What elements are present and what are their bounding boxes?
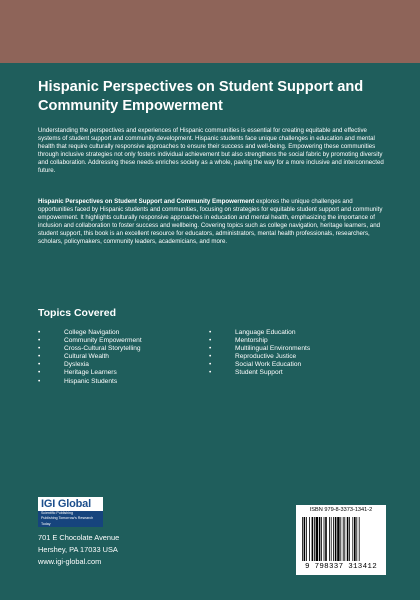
barcode-bar bbox=[335, 517, 337, 561]
barcode-bar bbox=[343, 517, 344, 561]
logo-tagline bbox=[38, 511, 103, 527]
topic-item bbox=[209, 329, 310, 337]
bullet-icon: • bbox=[38, 337, 41, 345]
top-color-band bbox=[0, 0, 420, 63]
bullet-icon: • bbox=[209, 329, 212, 336]
book-title-line-1: Hispanic Perspectives on Student Support and bbox=[38, 79, 364, 95]
topics-list-right bbox=[209, 329, 310, 378]
barcode-bar bbox=[304, 517, 306, 561]
barcode-bar bbox=[316, 517, 318, 561]
barcode-bar bbox=[321, 517, 322, 561]
barcode-bar bbox=[329, 517, 330, 561]
publisher-address bbox=[38, 532, 119, 568]
barcode-bar bbox=[337, 517, 339, 561]
topic-label: Heritage Learners bbox=[64, 369, 117, 377]
topic-label: Social Work Education bbox=[235, 361, 302, 369]
barcode-bar bbox=[333, 517, 334, 561]
barcode-bar bbox=[347, 517, 349, 561]
topic-label: Reproductive Justice bbox=[235, 353, 297, 361]
topic-item bbox=[38, 345, 142, 353]
barcode-bar bbox=[340, 517, 341, 561]
description-book-title: Hispanic Perspectives on Student Support and Community Empowerment bbox=[38, 198, 255, 205]
topic-label: Language Education bbox=[235, 329, 296, 336]
description-paragraph-2-text: explores the unique challenges and opportunities faced by Hispanic students and communities, focusing on strategies for equitable student support and community empowerment. It highlights culturally responsive approaches in education and mental health, emphasizing the importance of inclusion and collaboration to foster success and wellbeing. Covering topics such as college navigation, heritage learners, and student support, this book is an excellent resource for educators, administrators, mental health professionals, researchers, scholars, policymakers, community leaders, academicians, and more. bbox=[38, 198, 383, 246]
publisher-website: www.igi-global.com bbox=[38, 557, 102, 566]
topic-label: Hispanic Students bbox=[64, 377, 118, 385]
description-paragraph-2 bbox=[38, 198, 386, 246]
book-title bbox=[38, 78, 388, 116]
bullet-icon: • bbox=[38, 377, 41, 385]
bullet-icon: • bbox=[209, 337, 212, 345]
barcode-bar bbox=[359, 517, 360, 561]
barcode-bar bbox=[324, 517, 325, 561]
address-city: Hershey, PA 17033 USA bbox=[38, 545, 118, 554]
topic-item bbox=[38, 378, 142, 386]
topic-item bbox=[209, 361, 310, 369]
bullet-icon: • bbox=[209, 361, 212, 369]
barcode-bar bbox=[309, 517, 310, 561]
logo-tagline-line-2: Publishing Tomorrow's Research Today bbox=[41, 516, 94, 526]
topic-item bbox=[38, 369, 142, 377]
topic-label: Cross-Cultural Storytelling bbox=[64, 345, 141, 353]
topic-label: Community Empowerment bbox=[64, 337, 142, 345]
topic-label: College Navigation bbox=[64, 329, 120, 336]
topic-item bbox=[38, 337, 142, 345]
barcode-bar bbox=[306, 517, 307, 561]
barcode-bar bbox=[312, 517, 314, 561]
topic-label: Student Support bbox=[235, 369, 283, 377]
barcode-bar bbox=[356, 517, 357, 561]
barcode-digits: 9 798337 313412 bbox=[304, 563, 377, 571]
barcode-bars bbox=[302, 517, 382, 561]
logo-tagline-line-1: Scientific Publishing bbox=[41, 511, 73, 515]
topic-label: Cultural Wealth bbox=[64, 353, 109, 361]
topics-heading: Topics Covered bbox=[38, 307, 116, 319]
topic-item bbox=[209, 353, 310, 361]
bullet-icon: • bbox=[209, 369, 212, 377]
topic-label: Dyslexia bbox=[64, 361, 89, 369]
logo-name: IGI Global bbox=[41, 498, 91, 510]
description-paragraph-1: Understanding the perspectives and experiences of Hispanic communities is essential for creating equitable and effective systems of student support and community development. Hispanic students face unique challenges in education and mental health that require culturally responsive approaches to ensure their success and well-being. Empowering these communities through inclusive strategies not only fosters individual achievement but also strengthens the social fabric by promoting diversity and collaboration. Addressing these needs enriches society as a whole, paving the way for a more inclusive and interconnected future. bbox=[38, 127, 384, 175]
bullet-icon: • bbox=[38, 361, 41, 369]
bullet-icon: • bbox=[209, 345, 212, 353]
topics-list-left bbox=[38, 329, 142, 386]
bullet-icon: • bbox=[38, 329, 41, 336]
topic-label: Mentorship bbox=[235, 337, 268, 345]
barcode-bar bbox=[325, 517, 327, 561]
topic-item bbox=[38, 361, 142, 369]
barcode-bar bbox=[352, 517, 353, 561]
bullet-icon: • bbox=[209, 353, 212, 361]
topic-item bbox=[209, 337, 310, 345]
topic-label: Multilingual Environments bbox=[235, 345, 311, 353]
barcode-bar bbox=[302, 517, 303, 561]
logo-wordmark bbox=[38, 497, 103, 511]
isbn-barcode bbox=[296, 505, 386, 575]
book-title-line-2: Community Empowerment bbox=[38, 98, 223, 114]
topic-item bbox=[38, 353, 142, 361]
topic-item bbox=[209, 369, 310, 377]
barcode-bar bbox=[344, 517, 345, 561]
topic-item bbox=[38, 329, 142, 337]
bullet-icon: • bbox=[38, 345, 41, 353]
barcode-bar bbox=[331, 517, 332, 561]
barcode-bar bbox=[314, 517, 315, 561]
bullet-icon: • bbox=[38, 369, 41, 377]
publisher-logo bbox=[38, 497, 103, 527]
isbn-label: ISBN 979-8-3373-1341-2 bbox=[309, 507, 373, 513]
barcode-bar bbox=[354, 517, 356, 561]
address-street: 701 E Chocolate Avenue bbox=[38, 533, 120, 542]
topic-item bbox=[209, 345, 310, 353]
barcode-bar bbox=[319, 517, 321, 561]
barcode-bar bbox=[349, 517, 350, 561]
bullet-icon: • bbox=[38, 353, 41, 361]
